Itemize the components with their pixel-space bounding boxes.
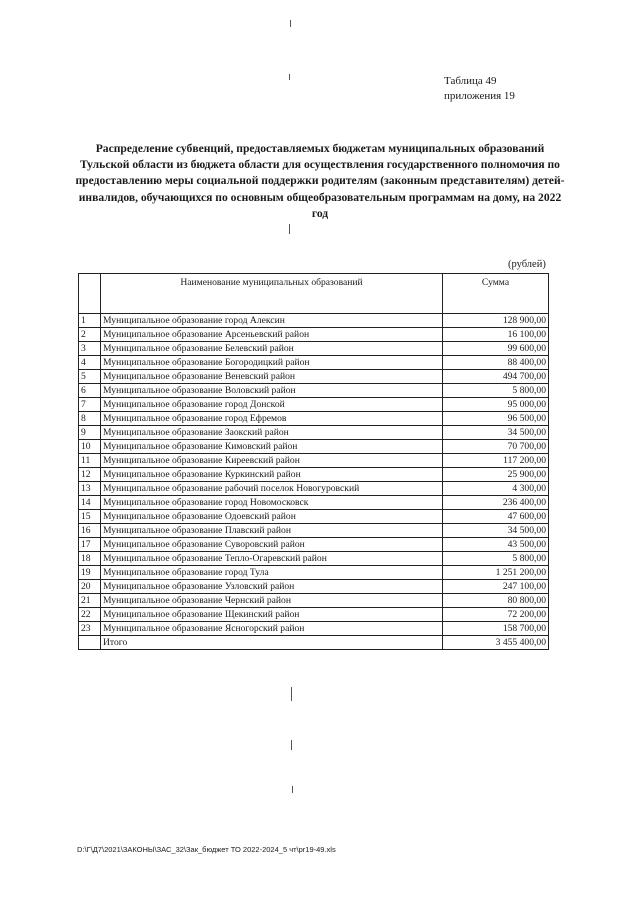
table-row [79, 314, 549, 328]
row-name: Муниципальное образование Куркинский район [101, 468, 443, 482]
row-name: Муниципальное образование город Ефремов [101, 412, 443, 426]
row-number: 10 [79, 440, 101, 454]
row-name: Муниципальное образование рабочий поселок Новогуровский [101, 482, 443, 496]
row-sum: 99 600,00 [443, 342, 549, 356]
header-num-cell [79, 274, 101, 314]
table-row [79, 580, 549, 594]
row-number: 18 [79, 552, 101, 566]
table-row [79, 426, 549, 440]
table-row [79, 566, 549, 580]
table-row [79, 510, 549, 524]
total-label: Итого [101, 636, 443, 650]
table-row [79, 594, 549, 608]
row-name: Муниципальное образование Ясногорский район [101, 622, 443, 636]
row-name: Муниципальное образование Воловский район [101, 384, 443, 398]
header-sum-cell: Сумма [443, 274, 549, 314]
row-number: 16 [79, 524, 101, 538]
row-sum: 4 300,00 [443, 482, 549, 496]
row-sum: 1 251 200,00 [443, 566, 549, 580]
table-row [79, 608, 549, 622]
table-row [79, 356, 549, 370]
row-name: Муниципальное образование Заокский район [101, 426, 443, 440]
row-sum: 5 800,00 [443, 384, 549, 398]
row-number: 13 [79, 482, 101, 496]
row-name: Муниципальное образование Тепло-Огаревский район [101, 552, 443, 566]
table-row [79, 342, 549, 356]
row-sum: 236 400,00 [443, 496, 549, 510]
document-title: Распределение субвенций, предоставляемых бюджетам муниципальных образований Тульской области из бюджета области для осуществления государственного полномочия по предоставлению меры социальной поддержки родителям (законным представителям) детей-инвалидов, обучающихся по основным общеобразовательным программам на дому, на 2022 год [75, 142, 565, 220]
row-number: 6 [79, 384, 101, 398]
row-sum: 96 500,00 [443, 412, 549, 426]
row-sum: 34 500,00 [443, 524, 549, 538]
row-number: 21 [79, 594, 101, 608]
row-number: 12 [79, 468, 101, 482]
table-row [79, 482, 549, 496]
row-number: 20 [79, 580, 101, 594]
row-number: 9 [79, 426, 101, 440]
table-row [79, 622, 549, 636]
scan-mark [291, 687, 292, 701]
table-header-row [79, 274, 549, 314]
row-number: 1 [79, 314, 101, 328]
row-number: 11 [79, 454, 101, 468]
row-number: 14 [79, 496, 101, 510]
row-number: 17 [79, 538, 101, 552]
row-name: Муниципальное образование город Новомосковск [101, 496, 443, 510]
table-row [79, 370, 549, 384]
row-name: Муниципальное образование Плавский район [101, 524, 443, 538]
row-name: Муниципальное образование Веневский район [101, 370, 443, 384]
table-row [79, 328, 549, 342]
row-name: Муниципальное образование Кимовский район [101, 440, 443, 454]
appendix-note [444, 74, 515, 104]
row-name: Муниципальное образование город Тула [101, 566, 443, 580]
row-name: Муниципальное образование Узловский район [101, 580, 443, 594]
row-sum: 494 700,00 [443, 370, 549, 384]
table-row [79, 524, 549, 538]
row-number: 7 [79, 398, 101, 412]
row-name: Муниципальное образование Одоевский район [101, 510, 443, 524]
row-name: Муниципальное образование Богородицкий район [101, 356, 443, 370]
row-number: 22 [79, 608, 101, 622]
row-number: 23 [79, 622, 101, 636]
row-sum: 128 900,00 [443, 314, 549, 328]
row-name: Муниципальное образование Чернский район [101, 594, 443, 608]
row-name: Муниципальное образование город Алексин [101, 314, 443, 328]
table-row [79, 496, 549, 510]
units-label: (рублей) [508, 259, 546, 270]
row-sum: 80 800,00 [443, 594, 549, 608]
scan-mark [289, 74, 290, 80]
row-sum: 158 700,00 [443, 622, 549, 636]
file-path: D:\Г\Д7\2021\ЗАКОНЫ\ЗАС_32\Зак_бюджет ТО 2022-2024_5 чт\pr19-49.xls [77, 845, 336, 854]
total-num-cell [79, 636, 101, 650]
row-sum: 25 900,00 [443, 468, 549, 482]
scan-mark [289, 224, 290, 234]
total-row [79, 636, 549, 650]
row-number: 5 [79, 370, 101, 384]
table-row [79, 454, 549, 468]
row-sum: 16 100,00 [443, 328, 549, 342]
table-row [79, 440, 549, 454]
row-name: Муниципальное образование Суворовский район [101, 538, 443, 552]
scan-mark [292, 786, 293, 793]
row-name: Муниципальное образование Белевский район [101, 342, 443, 356]
table-label: Таблица 49 [444, 75, 497, 87]
row-sum: 95 000,00 [443, 398, 549, 412]
table-row [79, 398, 549, 412]
row-sum: 47 600,00 [443, 510, 549, 524]
distribution-table [78, 273, 549, 650]
row-name: Муниципальное образование Щекинский район [101, 608, 443, 622]
row-number: 8 [79, 412, 101, 426]
row-name: Муниципальное образование город Донской [101, 398, 443, 412]
row-sum: 117 200,00 [443, 454, 549, 468]
table-row [79, 538, 549, 552]
row-sum: 43 500,00 [443, 538, 549, 552]
scan-mark [290, 20, 291, 27]
appendix-label: приложения 19 [444, 90, 515, 102]
total-sum: 3 455 400,00 [443, 636, 549, 650]
row-sum: 34 500,00 [443, 426, 549, 440]
table-row [79, 384, 549, 398]
row-number: 15 [79, 510, 101, 524]
row-sum: 247 100,00 [443, 580, 549, 594]
row-sum: 5 800,00 [443, 552, 549, 566]
scan-mark [291, 740, 292, 750]
row-number: 3 [79, 342, 101, 356]
table-body [79, 314, 549, 636]
table-row [79, 552, 549, 566]
row-sum: 88 400,00 [443, 356, 549, 370]
row-number: 2 [79, 328, 101, 342]
row-number: 19 [79, 566, 101, 580]
row-name: Муниципальное образование Киреевский район [101, 454, 443, 468]
header-name-cell: Наименование муниципальных образований [101, 274, 443, 314]
row-number: 4 [79, 356, 101, 370]
row-sum: 70 700,00 [443, 440, 549, 454]
table-row [79, 468, 549, 482]
row-sum: 72 200,00 [443, 608, 549, 622]
row-name: Муниципальное образование Арсеньевский район [101, 328, 443, 342]
table-row [79, 412, 549, 426]
